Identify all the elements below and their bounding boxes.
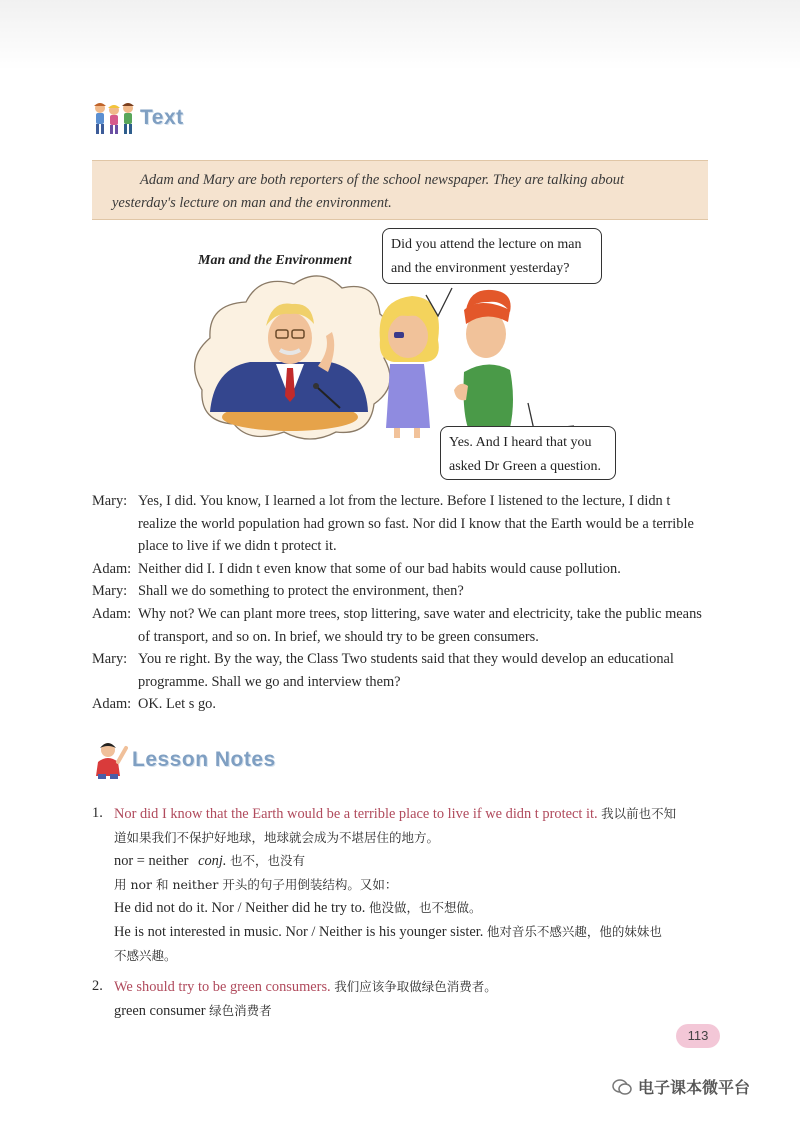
lesson-notes-header — [92, 740, 276, 780]
watermark — [612, 1075, 750, 1098]
speech — [138, 648, 722, 693]
page-number: 113 — [676, 1024, 720, 1048]
example-cn: 他对音乐不感兴趣，他的妹妹也 — [486, 924, 662, 939]
dialogue-entry — [92, 603, 722, 648]
speech-line: of transport, and so on. In brief, we should try to be green consumers. — [138, 628, 539, 645]
speech — [138, 580, 722, 603]
watermark-text: 电子课本微平台 — [638, 1078, 751, 1097]
illustration-title: Man and the Environment — [198, 253, 352, 268]
definition-translation: 也不，也没有 — [230, 853, 306, 868]
speech-line: Yes, I did. You know, I learned a lot from the lecture. Before I listened to the lecture, I didn t — [138, 493, 671, 509]
text-section-header — [92, 100, 184, 136]
intro-text: Adam and Mary are both reporters of the school newspaper. They are talking about yesterday's lecture on man and the environment. — [112, 172, 625, 211]
kids-group-icon — [92, 100, 136, 136]
note-item — [92, 802, 732, 967]
bubble-top-line-2: and the environment yesterday? — [391, 261, 570, 276]
example-en: He is not interested in music. Nor / Neither is his younger sister. — [114, 924, 484, 940]
note-body — [114, 802, 732, 967]
speech-line: place to live if we didn t protect it. — [138, 538, 337, 555]
page-top-shade — [0, 0, 800, 70]
bubble-bottom-line-1: Yes. And I heard that you — [449, 435, 592, 450]
speaker: Mary: — [92, 651, 128, 668]
speaker: Mary: — [92, 583, 128, 600]
speech-line: OK. Let s go. — [138, 696, 216, 713]
term-en: green consumer — [114, 1003, 206, 1019]
note-number: 1. — [92, 805, 103, 821]
speech — [138, 558, 722, 581]
usage-note: 用 nor 和 neither 开头的句子用倒装结构。又如： — [114, 877, 398, 892]
speaker: Adam: — [92, 560, 132, 577]
dialogue-entry — [92, 648, 722, 693]
note-translation: 我们应该争取做绿色消费者。 — [334, 979, 497, 994]
speech-line: Shall we do something to protect the environment, then? — [138, 583, 464, 600]
speech-line: Neither did I. I didn t even know that some of our bad habits would cause pollution. — [138, 560, 621, 577]
speech-bubble-bottom — [440, 426, 616, 480]
bubble-bottom-line-2: asked Dr Green a question. — [449, 459, 602, 474]
term-cn: 绿色消费者 — [209, 1003, 272, 1018]
dialogue-entry — [92, 490, 722, 558]
speech-line: Why not? We can plant more trees, stop littering, save water and electricity, take the public means — [138, 605, 702, 622]
speech-line: realize the world population had grown so fast. Nor did I know that the Earth would be a terrible — [138, 515, 694, 532]
speaker: Adam: — [92, 605, 132, 622]
note-translation: 道如果我们不保护好地球，地球就会成为不堪居住的地方。 — [114, 830, 440, 845]
dialogue — [92, 490, 722, 716]
example-cn: 他没做，也不想做。 — [369, 900, 482, 915]
text-section-title: Text — [140, 106, 184, 129]
speech-line: programme. Shall we go and interview them? — [138, 673, 401, 690]
speech-bubble-top — [382, 228, 602, 284]
note-number: 2. — [92, 978, 103, 994]
note-body — [114, 975, 732, 1023]
speech — [138, 603, 722, 648]
lesson-notes-title: Lesson Notes — [132, 748, 276, 771]
part-of-speech: conj. — [198, 853, 227, 869]
dialogue-entry — [92, 693, 722, 716]
teacher-icon — [92, 740, 128, 780]
wechat-icon — [612, 1078, 632, 1096]
example-cn: 不感兴趣。 — [114, 948, 177, 963]
speech — [138, 693, 722, 716]
note-item — [92, 975, 732, 1023]
intro-box — [92, 160, 708, 220]
note-definition: nor = neither — [114, 853, 189, 869]
speaker: Adam: — [92, 696, 132, 713]
dialogue-entry — [92, 558, 722, 581]
note-translation: 我以前也不知 — [601, 806, 677, 821]
lesson-notes — [92, 802, 732, 1023]
speaker: Mary: — [92, 493, 128, 509]
speech — [138, 490, 722, 558]
note-quote: Nor did I know that the Earth would be a terrible place to live if we didn t protect it. — [114, 806, 598, 822]
dialogue-entry — [92, 580, 722, 603]
example-en: He did not do it. Nor / Neither did he try to. — [114, 900, 366, 916]
note-quote: We should try to be green consumers. — [114, 979, 331, 995]
speech-line: You re right. By the way, the Class Two students said that they would develop an educational — [138, 651, 674, 668]
bubble-top-line-1: Did you attend the lecture on man — [391, 237, 582, 252]
